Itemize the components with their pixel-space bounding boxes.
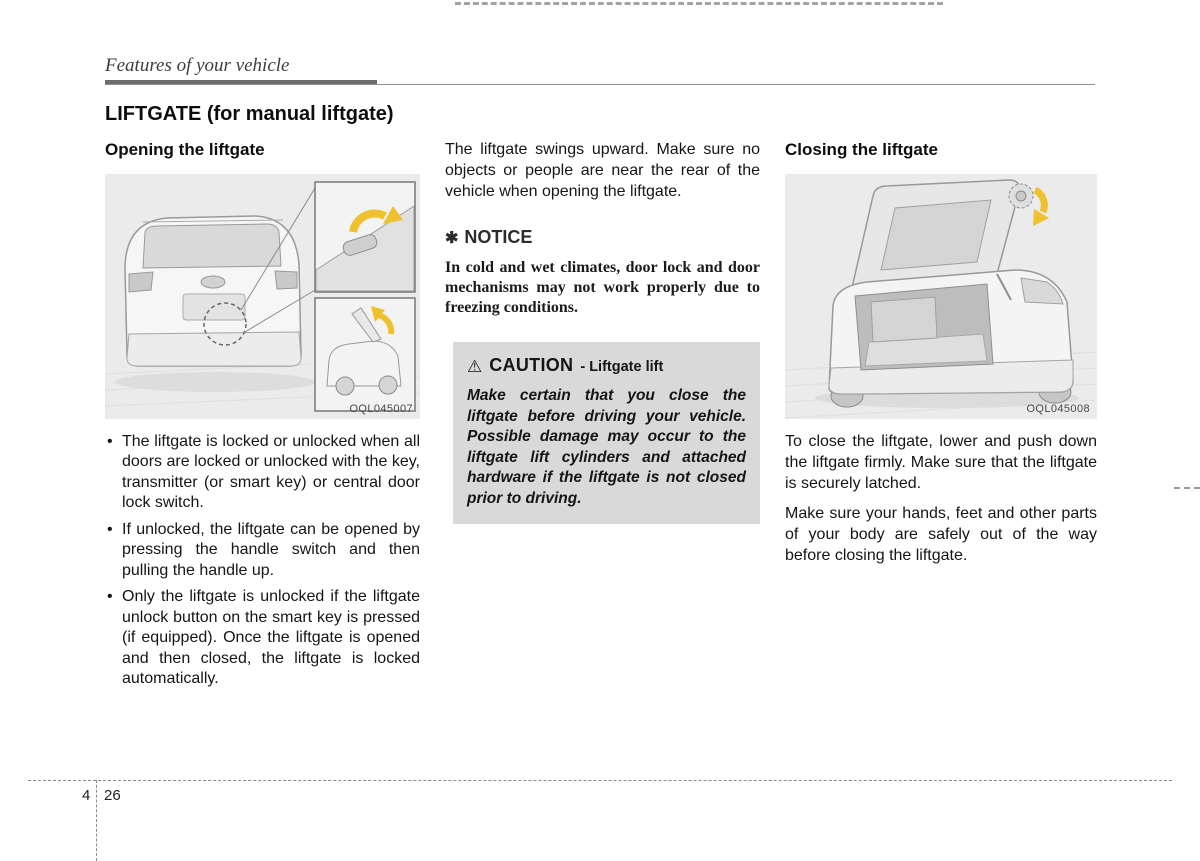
warning-triangle-icon: ⚠ xyxy=(467,357,483,377)
closing-column xyxy=(785,140,1097,577)
bullet-item: • The liftgate is locked or unlocked when all doors are locked or unlocked with the key, transmitter (or smart key) or central door lock switch. xyxy=(105,432,420,514)
header-rule xyxy=(105,84,1095,85)
section-header: Features of your vehicle xyxy=(105,55,290,76)
footer-page-number: 26 xyxy=(104,787,121,804)
notice-asterisk-icon: ✱ xyxy=(445,230,459,248)
bullet-item: • If unlocked, the liftgate can be opened by pressing the handle switch and then pulling the handle up. xyxy=(105,520,420,581)
right-edge-dashed-mark xyxy=(1174,487,1200,489)
opening-heading: Opening the liftgate xyxy=(105,140,265,159)
liftgate-handle-illustration xyxy=(105,174,420,419)
opening-bullet-list xyxy=(105,432,420,690)
footer-vertical-dash xyxy=(96,780,97,861)
open-liftgate-illustration xyxy=(785,174,1097,419)
opening-column xyxy=(105,140,420,696)
notice-label: NOTICE xyxy=(464,227,533,248)
caution-heading xyxy=(467,355,746,376)
footer-chapter-number: 4 xyxy=(82,787,91,804)
opening-figure xyxy=(105,174,420,419)
open-liftgate-inset xyxy=(315,298,415,411)
top-edge-dashed-line xyxy=(455,2,943,5)
page-title: LIFTGATE (for manual liftgate) xyxy=(105,103,394,125)
middle-column xyxy=(445,140,760,524)
closing-heading: Closing the liftgate xyxy=(785,140,938,159)
hinge-detail xyxy=(1009,184,1033,208)
bullet-item: • Only the liftgate is unlocked if the liftgate unlock button on the smart key is pressed (if equipped). Once the liftgate is opened and then closed, the liftgate is locked automatically. xyxy=(105,587,420,689)
caution-label: CAUTION xyxy=(489,355,574,376)
figure-code: OQL045008 xyxy=(1026,403,1090,415)
closing-paragraph: Make sure your hands, feet and other parts of your body are safely out of the way before closing the liftgate. xyxy=(785,505,1097,564)
figure-code: OQL045007 xyxy=(349,403,413,415)
intro-paragraph: The liftgate swings upward. Make sure no objects or people are near the rear of the vehicle when opening the liftgate. xyxy=(445,141,760,200)
car-rear-view xyxy=(125,216,301,366)
caution-topic: - Liftgate lift xyxy=(580,359,664,376)
footer-dashed-rule xyxy=(28,780,1172,781)
notice-body: In cold and wet climates, door lock and door mechanisms may not work properly due to freezing conditions. xyxy=(445,259,760,317)
caution-body: Make certain that you close the liftgate before driving your vehicle. Possible damage may occur to the liftgate lift cylinders and attached hardware if the liftgate is not closed prior to driving. xyxy=(467,387,746,507)
cargo-area xyxy=(855,284,993,370)
closing-figure xyxy=(785,174,1097,419)
caution-box xyxy=(453,342,760,524)
handle-closeup-inset xyxy=(315,182,415,292)
notice-heading xyxy=(445,227,760,248)
closing-paragraph: To close the liftgate, lower and push down the liftgate firmly. Make sure that the liftgate is securely latched. xyxy=(785,433,1097,492)
